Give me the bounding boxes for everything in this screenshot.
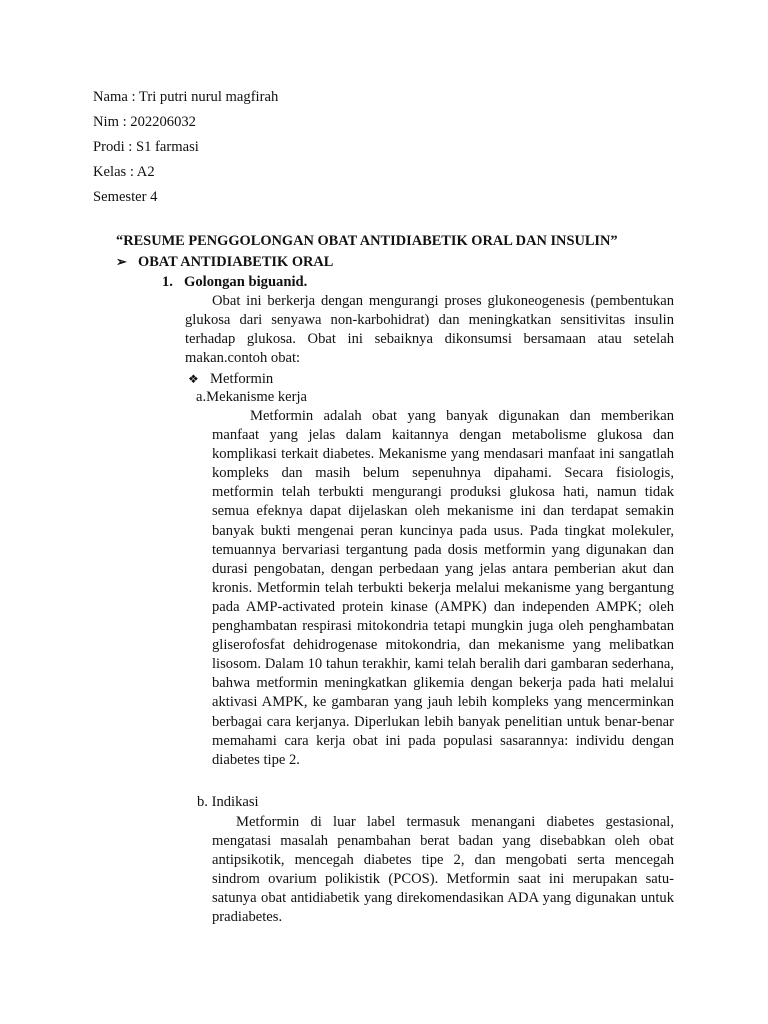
numbered-heading-label: Golongan biguanid. — [184, 274, 308, 290]
mekanisme-paragraph: Metformin adalah obat yang banyak digunakan dan memberikan manfaat yang jelas dalam kaitannya dengan metabolisme glukosa dan komplikasi terkait diabetes. Mekanisme yang mendasari manfaat ini sangatlah kompleks dan masih belum sepenuhnya dipahami. Secara fisiologis, metformin telah terbukti mengurangi produksi glukosa hati, namun tidak semua efeknya dapat dijelaskan oleh mekanisme ini dan terdapat semakin banyak bukti mengenai peran kuncinya pada usus. Pada tingkat molekuler, temuannya bervariasi tergantung pada dosis metformin yang digunakan dan durasi pengobatan, dengan perbedaan yang jelas antara pemberian akut dan kronis. Metformin telah terbukti bekerja melalui mekanisme yang bergantung pada AMP-activated protein kinase (AMPK) dan independen AMPK; oleh penghambatan respirasi mitokondria tetapi mungkin juga oleh penghambatan gliserofosfat dehidrogenase mitokondria, dan mekanisme yang melibatkan lisosom. Dalam 10 tahun terakhir, kami telah beralih dari gambaran sederhana, bahwa metformin meningkatkan glikemia dengan bekerja pada hati melalui aktivasi AMPK, ke gambaran yang jauh lebih kompleks yang mencerminkan berbagai cara kerjanya. Diperlukan lebih banyak penelitian untuk benar-benar memahami cara kerja obat ini pada populasi sasarannya: individu dengan diabetes tipe 2. — [212, 408, 674, 768]
numbered-heading — [162, 273, 307, 292]
student-kelas: Kelas : A2 — [93, 164, 155, 180]
drug-bullet-item — [188, 370, 273, 389]
indikasi-paragraph: Metformin di luar label termasuk menangani diabetes gestasional, mengatasi masalah penambahan berat badan yang disebabkan oleh obat antipsikotik, mencegah diabetes tipe 2, dan mengobati serta mencegah sindrom ovarium polikistik (PCOS). Metformin saat ini merupakan satu-satunya obat antidiabetik yang direkomendasikan ADA yang digunakan untuk pradiabetes. — [212, 814, 674, 926]
student-semester: Semester 4 — [93, 189, 158, 205]
subheading-indikasi: b. Indikasi — [197, 794, 259, 810]
document-title: “RESUME PENGGOLONGAN OBAT ANTIDIABETIK ORAL DAN INSULIN” — [116, 233, 618, 249]
drug-name: Metformin — [210, 371, 274, 387]
section-heading — [116, 252, 333, 272]
arrow-bullet-icon: ➢ — [116, 254, 127, 269]
student-prodi: Prodi : S1 farmasi — [93, 139, 199, 155]
subheading-mekanisme: a.Mekanisme kerja — [196, 389, 308, 405]
student-nim: Nim : 202206032 — [93, 114, 196, 130]
section-heading-label: OBAT ANTIDIABETIK ORAL — [138, 254, 334, 270]
list-number: 1. — [162, 274, 173, 290]
intro-paragraph: Obat ini berkerja dengan mengurangi proses glukoneogenesis (pembentukan glukosa dari senyawa non-karbohidrat) dan meningkatkan sensitivitas insulin terhadap glukosa. Obat ini sebaiknya dikonsumsi bersamaan atau setelah makan.contoh obat: — [185, 293, 674, 367]
diamond-bullet-icon: ❖ — [188, 372, 199, 386]
student-name: Nama : Tri putri nurul magfirah — [93, 89, 279, 105]
